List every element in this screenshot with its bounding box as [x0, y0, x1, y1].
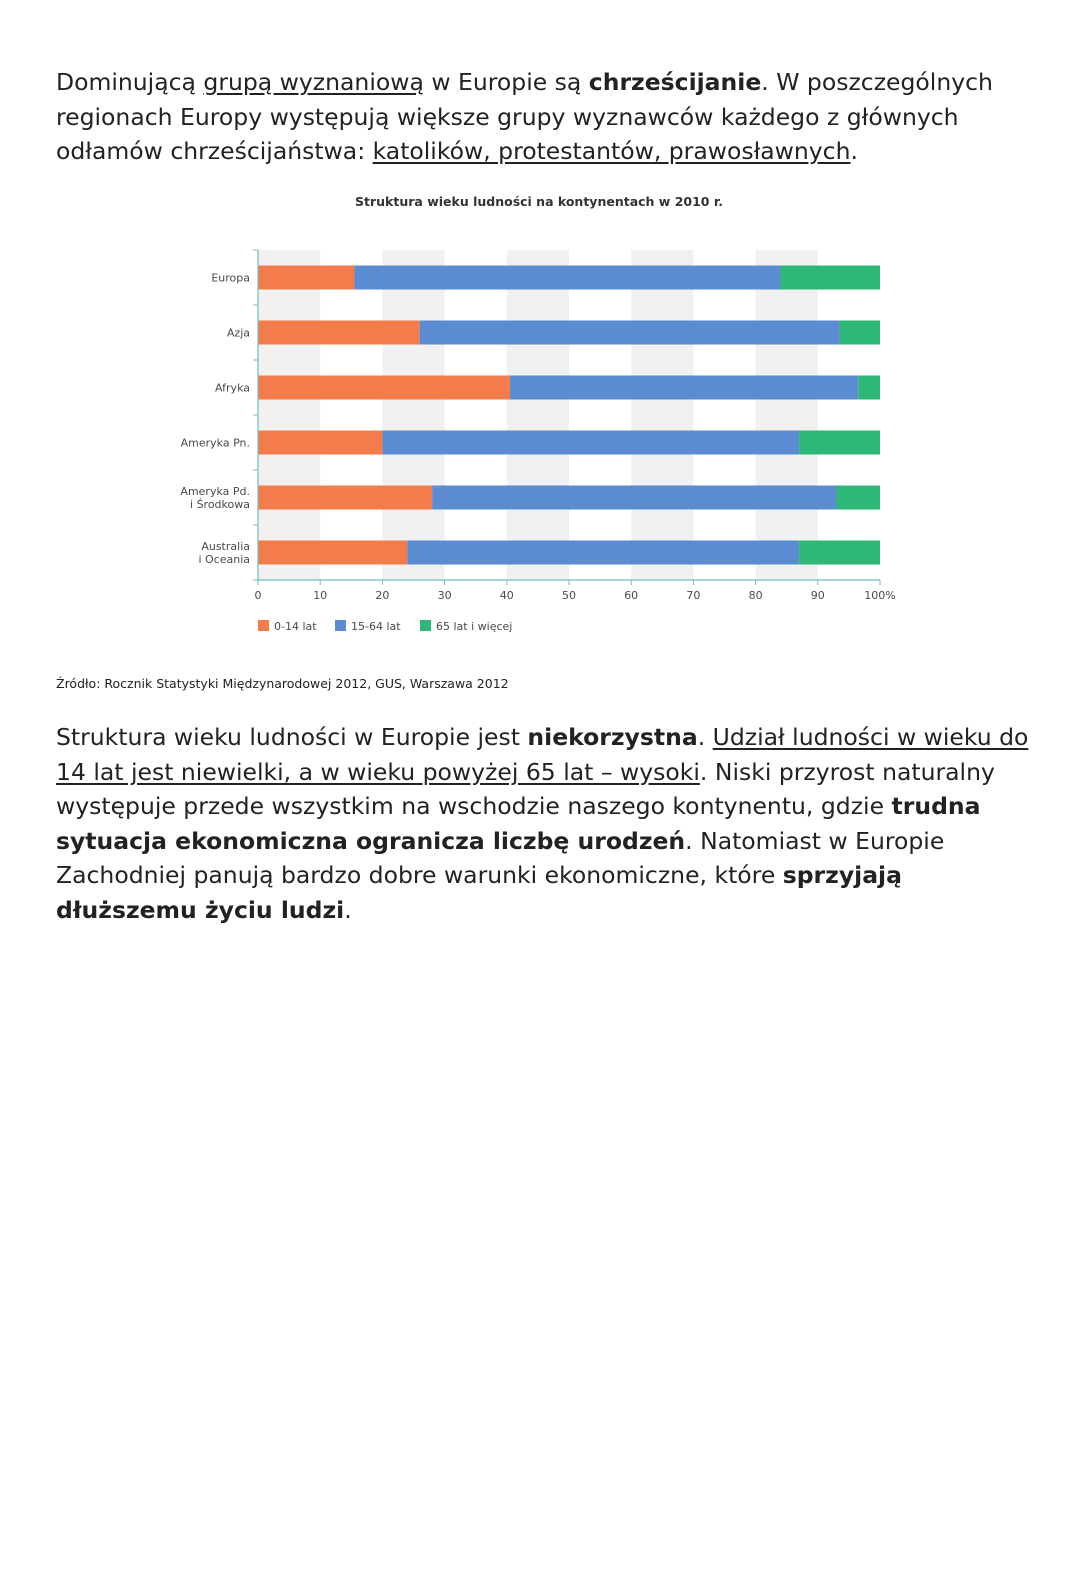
bar-segment	[258, 376, 510, 400]
bold-term: niekorzystna	[527, 723, 698, 751]
bar-segment	[258, 541, 407, 565]
underlined-term: katolików, protestantów, prawosławnych	[372, 137, 851, 165]
grid-band	[382, 250, 444, 580]
age-structure-chart	[150, 185, 930, 655]
bar-segment	[432, 486, 836, 510]
text-span: .	[344, 895, 352, 924]
bar-segment	[510, 376, 858, 400]
bold-term: chrześcijanie	[588, 68, 762, 96]
category-label: Ameryka Pn.	[180, 436, 250, 450]
chart-title: Struktura wieku ludności na kontynentach w 2010 r.	[355, 194, 723, 209]
text-span: Struktura wieku ludności w Europie jest	[56, 723, 528, 751]
bar-segment	[258, 431, 382, 455]
grid-bands	[258, 250, 818, 580]
category-label: Ameryka Pd. i Środkowa	[180, 485, 250, 511]
bar-segment	[840, 321, 880, 345]
grid-band	[631, 250, 693, 580]
category-labels	[180, 272, 250, 567]
legend-label: 15-64 lat	[351, 620, 401, 633]
category-label: Australia i Oceania	[198, 540, 250, 566]
text-span: .	[850, 137, 858, 165]
x-tick-label: 50	[562, 589, 576, 602]
legend	[258, 620, 512, 633]
x-tick-label: 20	[375, 589, 390, 602]
x-tick-label: 100%	[864, 589, 896, 602]
category-label: Azja	[226, 326, 250, 340]
bar-segment	[799, 541, 880, 565]
grid-band	[756, 250, 818, 580]
bar-segment	[382, 431, 799, 455]
text-span: Dominującą	[56, 68, 204, 96]
x-tick-label: 10	[313, 589, 328, 602]
x-tick-labels	[255, 580, 896, 602]
bold-term: sprzyjają dłuższemu życiu ludzi	[56, 861, 902, 924]
bar-segment	[354, 266, 780, 290]
bar-segment	[780, 266, 880, 290]
x-tick-label: 90	[810, 589, 825, 602]
x-tick-label: 60	[624, 589, 639, 602]
text-span: . W poszczególnych regionach Europy występują większe grupy wyznawców każdego z głównych odłamów chrześcijaństwa:	[56, 68, 993, 165]
grid-band	[258, 250, 320, 580]
text-span: . Niski przyrost naturalny występuje przede wszystkim na wschodzie naszego kontynentu, gdzie	[56, 757, 995, 820]
category-label: Europa	[211, 271, 250, 285]
bar-segment	[407, 541, 799, 565]
legend-label: 0-14 lat	[274, 620, 317, 633]
bar-segment	[258, 486, 432, 510]
x-tick-label: 30	[437, 589, 452, 602]
source-note: Źródło: Rocznik Statystyki Międzynarodowej 2012, GUS, Warszawa 2012	[56, 676, 509, 691]
bar-segment	[836, 486, 880, 510]
legend-label: 65 lat i więcej	[436, 620, 513, 633]
grid-band	[507, 250, 569, 580]
bar-segment	[799, 431, 880, 455]
bar-segment	[258, 266, 354, 290]
x-tick-label: 0	[254, 589, 262, 602]
legend-swatch	[258, 620, 269, 631]
bar-segment	[858, 376, 880, 400]
category-label: Afryka	[215, 381, 250, 395]
x-tick-label: 40	[499, 589, 514, 602]
text-span: .	[697, 723, 713, 751]
x-tick-label: 80	[748, 589, 763, 602]
bar-segment	[420, 321, 840, 345]
text-span: w Europie są	[423, 68, 589, 96]
bold-term: trudna sytuacja ekonomiczna ogranicza liczbę urodzeń	[56, 792, 981, 855]
underlined-term: grupą wyznaniową	[203, 68, 424, 96]
age-structure-paragraph	[56, 720, 1036, 927]
x-tick-label: 70	[686, 589, 701, 602]
legend-swatch	[420, 620, 431, 631]
text-span: . Natomiast w Europie Zachodniej panują bardzo dobre warunki ekonomiczne, które	[56, 826, 945, 889]
bar-segment	[258, 321, 420, 345]
legend-swatch	[335, 620, 346, 631]
underlined-term: Udział ludności w wieku do 14 lat jest niewielki, a w wieku powyżej 65 lat – wysoki	[56, 723, 1029, 786]
intro-paragraph	[56, 65, 1036, 169]
